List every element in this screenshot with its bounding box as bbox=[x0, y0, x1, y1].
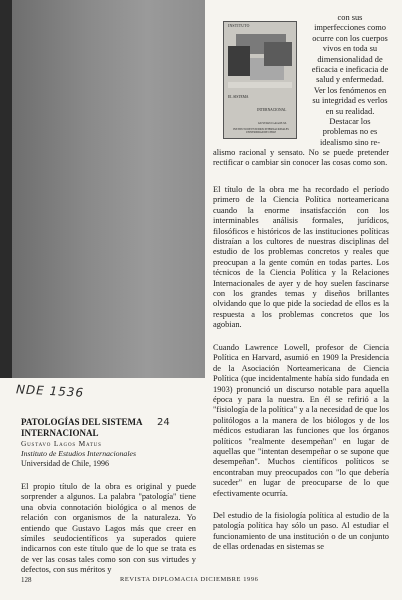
page-number: 128 bbox=[21, 576, 32, 584]
article-university: Universidad de Chile, 1996 bbox=[21, 459, 109, 468]
article-author: Gustavo Lagos Matus bbox=[21, 439, 102, 448]
article-title: PATOLOGÍAS DEL SISTEMA INTERNACIONAL bbox=[21, 417, 143, 438]
book-cover-title-line-2: INTERNACIONAL bbox=[257, 108, 287, 112]
handwritten-catalog-code: NDE 1536 bbox=[15, 382, 85, 400]
scan-background-gray bbox=[12, 0, 205, 378]
book-cover-image bbox=[223, 21, 297, 139]
right-column-paragraph-4: Del estudio de la fisiología política al estudio de la patología política hay sólo un paso. Al estudiar el funcionamiento de una institución o de un conjunto de ellas ordenadas en sistemas se bbox=[213, 511, 389, 552]
right-column-wrap-end: alismo racional y sensato. No se puede pretender rectificar o cambiar sin conocer las cosas como son. bbox=[213, 148, 389, 168]
scan-edge-shadow bbox=[0, 0, 12, 378]
right-column-paragraph-2: El título de la obra me ha recordado el período primero de la Ciencia Política norteamericana cuando la enorme insatisfacción con los interminables análisis formales, jurídicos, filosóficos e históricos de las instituciones políticas distraían a los cultores de nuestras disciplinas del estudio de los problemas concretos y reales que preocupan a la gente común en todas partes. Los técnicos de la Ciencia Política y la Relaciones Internacionales de ayer y de hoy suelen fascinarse con los grandes temas y diseños brillantes olvidando que lo que pide la sociedad de ellos es la respuesta a los problemas concretos que los agobian. bbox=[213, 185, 389, 330]
running-footer: REVISTA DIPLOMACIA DICIEMBRE 1996 bbox=[120, 576, 259, 583]
article-institution: Instituto de Estudios Internacionales bbox=[21, 449, 136, 458]
right-column-paragraph-3: Cuando Lawrence Lowell, profesor de Ciencia Política en Harvard, asumió en 1909 la Presidencia de la Asociación Norteamericana de Ciencia Política (que incidentalmente había sido fundada en 1903) pronunció un discurso notable para aquella época y para la nuestra. En él se refirió a la "fisiología de la política" y a la necesidad de que los politólogos a la manera de los biólogos y de los médicos estudiaran las funciones que los órganos políticos "realmente desempeñan" en lugar de aquellas que "intentan desempeñar o se supone que desempeñan". Muchos científicos políticos se encontraban muy preocupados con "lo que debería suceder" en lugar de preocuparse de lo que efectivamente ocurría. bbox=[213, 343, 389, 498]
article-body: El propio título de la obra es original y puede sorprender a algunos. La palabra "patología" tiene una obvia connotación biológica o al menos de relación con organismos de la naturaleza. Yo entiendo que Gustavo Lagos más que creer en símiles seudocientíficos ya superados quiere indicarnos con este título que de lo que se trata es de ver las cosas tales como son con sus virtudes y defectos, con sus méritos y bbox=[21, 482, 196, 575]
right-column-wrap-text: con sus imperfecciones como ocurre con los cuerpos vivos en toda su dimensionalidad de eficacia e ineficacia de salud y enfermedad. Ver los fenómenos en su integridad es verlos en su realidad. Destacar los problemas no es idealismo sino re- bbox=[311, 13, 389, 147]
book-cover-series: INSTITUTO bbox=[228, 24, 250, 28]
book-cover-title-line-1: EL SISTEMA bbox=[228, 95, 249, 99]
book-cover-publisher: INSTITUTO DE ESTUDIOS INTERNACIONALES UNIVERSIDAD DE CHILE bbox=[233, 128, 289, 134]
book-cover-author: GUSTAVO LAGOS M. bbox=[258, 121, 287, 125]
handwritten-number: 24 bbox=[157, 417, 170, 428]
